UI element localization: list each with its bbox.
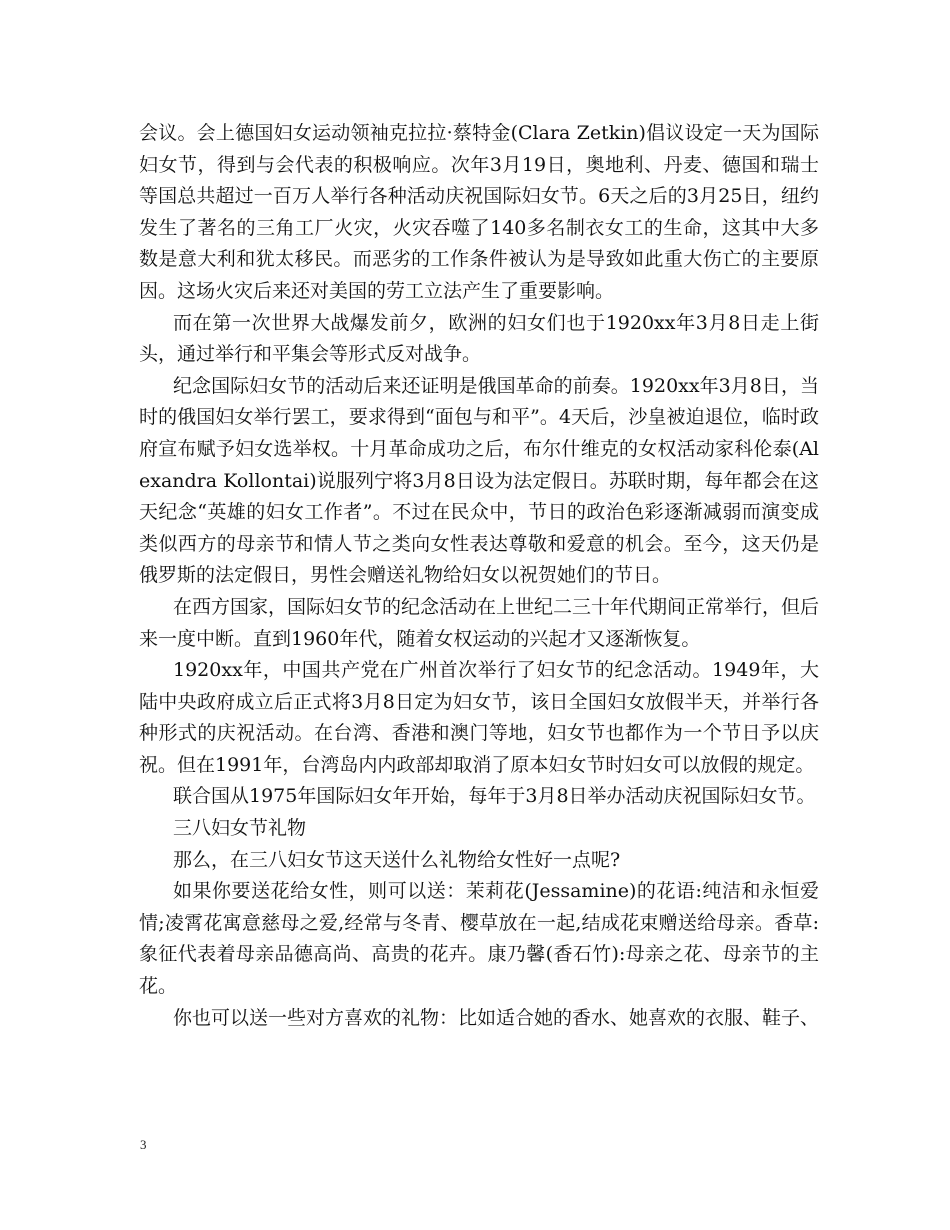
paragraph: 那么，在三八妇女节这天送什么礼物给女性好一点呢? bbox=[173, 848, 621, 871]
paragraph: 1920xx年，中国共产党在广州首次举行了妇女节的纪念活动。1949年，大陆中央政府成立后正式将3月8日定为妇女节，该日全国妇女放假半天，并举行各种形式的庆祝活动。在台湾、香港和澳门等地，妇女节也都作为一个节日予以庆祝。但在1991年，台湾岛内内政部却取消了原本妇女节时妇女可以放假的规定。 bbox=[139, 659, 819, 776]
paragraph: 在西方国家，国际妇女节的纪念活动在上世纪二三十年代期间正常举行，但后来一度中断。直到1960年代，随着女权运动的兴起才又逐渐恢复。 bbox=[139, 595, 820, 650]
paragraph: 而在第一次世界大战爆发前夕，欧洲的妇女们也于1920xx年3月8日走上街头，通过举行和平集会等形式反对战争。 bbox=[139, 311, 819, 366]
paragraph: 你也可以送一些对方喜欢的礼物：比如适合她的香水、她喜欢的衣服、鞋子、 bbox=[173, 1006, 820, 1029]
paragraph: 如果你要送花给女性，则可以送：茉莉花(Jessamine)的花语:纯洁和永恒爱情;凌霄花寓意慈母之爱,经常与冬青、樱草放在一起,结成花束赠送给母亲。香草:象征代表着母亲品德高尚、高贵的花卉。康乃馨(香石竹):母亲之花、母亲节的主花。 bbox=[139, 880, 819, 998]
paragraph: 会议。会上德国妇女运动领袖克拉拉·蔡特金(Clara Zetkin)倡议设定一天为国际妇女节，得到与会代表的积极响应。次年3月19日，奥地利、丹麦、德国和瑞士等国总共超过一百万人举行各种活动庆祝国际妇女节。6天之后的3月25日，纽约发生了著名的三角工厂火灾，火灾吞噬了140多名制衣女工的生命，这其中大多数是意大利和犹太移民。而恶劣的工作条件被认为是导致如此重大伤亡的主要原因。这场火灾后来还对美国的劳工立法产生了重要影响。 bbox=[139, 122, 819, 302]
page-number: 3 bbox=[140, 1137, 147, 1152]
paragraph: 纪念国际妇女节的活动后来还证明是俄国革命的前奏。1920xx年3月8日，当时的俄国妇女举行罢工，要求得到“面包与和平”。4天后，沙皇被迫退位，临时政府宣布赋予妇女选举权。十月革命成功之后，布尔什维克的女权活动家科伦泰(Alexandra Kollontai)说服列宁将3月8日设为法定假日。苏联时期，每年都会在这天纪念“英雄的妇女工作者”。不过在民众中，节日的政治色彩逐渐减弱而演变成类似西方的母亲节和情人节之类向女性表达尊敬和爱意的机会。至今，这天仍是俄罗斯的法定假日，男性会赠送礼物给妇女以祝贺她们的节日。 bbox=[139, 374, 819, 587]
section-heading: 三八妇女节礼物 bbox=[173, 817, 307, 840]
paragraph: 联合国从1975年国际妇女年开始，每年于3月8日举办活动庆祝国际妇女节。 bbox=[173, 785, 816, 808]
document-body bbox=[139, 118, 819, 1034]
